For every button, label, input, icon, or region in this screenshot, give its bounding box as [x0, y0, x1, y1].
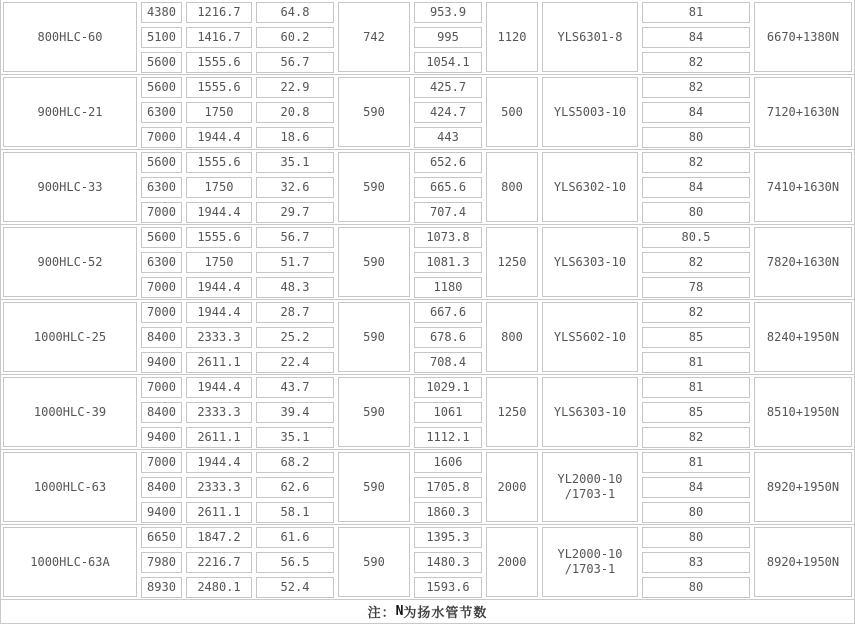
table-row: [1, 225, 854, 300]
model-cell: [1, 450, 139, 524]
shaft-power-cell: [412, 75, 484, 149]
motor-model-value: YLS6303-10: [542, 227, 638, 297]
motor-power-cell: [484, 450, 540, 524]
shaft-power-value: 1705.8: [414, 477, 482, 498]
weight-value: 6670+1380N: [754, 2, 852, 72]
flow-ls-value: 1555.6: [186, 77, 252, 98]
efficiency-value: 83: [642, 552, 750, 573]
flow-value: 6300: [141, 252, 182, 273]
shaft-power-cell: [412, 525, 484, 599]
head-value: 58.1: [256, 502, 334, 523]
efficiency-value: 80: [642, 127, 750, 148]
speed-cell: [336, 225, 412, 299]
motor-power-value: 500: [486, 77, 538, 147]
motor-model-cell: [540, 0, 640, 74]
shaft-power-cell: [412, 375, 484, 449]
model-cell: [1, 375, 139, 449]
flow-ls-value: 2333.3: [186, 402, 252, 423]
head-value: 62.6: [256, 477, 334, 498]
efficiency-value: 81: [642, 377, 750, 398]
model-cell: [1, 525, 139, 599]
motor-model-cell: [540, 150, 640, 224]
flow-ls-value: 1944.4: [186, 277, 252, 298]
head-value: 18.6: [256, 127, 334, 148]
head-value: 25.2: [256, 327, 334, 348]
flow-ls-value: 1555.6: [186, 52, 252, 73]
flow-ls-cell: [184, 450, 254, 524]
motor-power-value: 2000: [486, 452, 538, 522]
head-value: 56.5: [256, 552, 334, 573]
head-value: 56.7: [256, 227, 334, 248]
flow-ls-value: 2480.1: [186, 577, 252, 598]
shaft-power-value: 665.6: [414, 177, 482, 198]
model-value: 1000HLC-63: [3, 452, 137, 522]
efficiency-value: 85: [642, 402, 750, 423]
head-value: 22.4: [256, 352, 334, 373]
efficiency-value: 80: [642, 527, 750, 548]
head-cell: [254, 300, 336, 374]
head-value: 35.1: [256, 152, 334, 173]
motor-model-value: YL2000-10 /1703-1: [542, 452, 638, 522]
motor-power-value: 800: [486, 302, 538, 372]
shaft-power-value: 707.4: [414, 202, 482, 223]
motor-model-value: YLS6302-10: [542, 152, 638, 222]
efficiency-value: 82: [642, 252, 750, 273]
head-cell: [254, 525, 336, 599]
flow-ls-value: 1555.6: [186, 227, 252, 248]
table-row: [1, 450, 854, 525]
flow-value: 9400: [141, 427, 182, 448]
shaft-power-value: 443: [414, 127, 482, 148]
weight-cell: [752, 225, 854, 299]
shaft-power-value: 1061: [414, 402, 482, 423]
flow-cell: [139, 75, 184, 149]
weight-value: 8510+1950N: [754, 377, 852, 447]
efficiency-value: 84: [642, 102, 750, 123]
efficiency-cell: [640, 300, 752, 374]
motor-model-cell: [540, 525, 640, 599]
head-value: 64.8: [256, 2, 334, 23]
flow-value: 8930: [141, 577, 182, 598]
flow-cell: [139, 450, 184, 524]
speed-cell: [336, 525, 412, 599]
motor-power-value: 800: [486, 152, 538, 222]
flow-cell: [139, 0, 184, 74]
speed-value: 590: [338, 377, 410, 447]
weight-cell: [752, 375, 854, 449]
head-value: 35.1: [256, 427, 334, 448]
shaft-power-value: 652.6: [414, 152, 482, 173]
flow-value: 9400: [141, 352, 182, 373]
model-cell: [1, 300, 139, 374]
speed-value: 590: [338, 527, 410, 597]
weight-value: 8920+1950N: [754, 527, 852, 597]
shaft-power-cell: [412, 225, 484, 299]
efficiency-value: 82: [642, 77, 750, 98]
flow-ls-value: 1847.2: [186, 527, 252, 548]
speed-value: 590: [338, 452, 410, 522]
motor-power-cell: [484, 150, 540, 224]
shaft-power-value: 1054.1: [414, 52, 482, 73]
efficiency-cell: [640, 375, 752, 449]
weight-value: 7410+1630N: [754, 152, 852, 222]
head-value: 56.7: [256, 52, 334, 73]
efficiency-value: 81: [642, 352, 750, 373]
flow-ls-cell: [184, 525, 254, 599]
motor-model-value: YLS5602-10: [542, 302, 638, 372]
efficiency-cell: [640, 450, 752, 524]
motor-model-value: YLS6301-8: [542, 2, 638, 72]
weight-cell: [752, 75, 854, 149]
weight-cell: [752, 0, 854, 74]
model-value: 1000HLC-63A: [3, 527, 137, 597]
head-value: 39.4: [256, 402, 334, 423]
table-row: [1, 375, 854, 450]
efficiency-value: 80: [642, 577, 750, 598]
head-value: 48.3: [256, 277, 334, 298]
efficiency-cell: [640, 150, 752, 224]
flow-value: 5600: [141, 77, 182, 98]
speed-value: 590: [338, 152, 410, 222]
flow-value: 6650: [141, 527, 182, 548]
flow-cell: [139, 150, 184, 224]
flow-cell: [139, 375, 184, 449]
flow-ls-value: 1944.4: [186, 452, 252, 473]
shaft-power-cell: [412, 300, 484, 374]
pump-spec-table: [1, 0, 854, 600]
flow-value: 6300: [141, 102, 182, 123]
shaft-power-value: 1395.3: [414, 527, 482, 548]
flow-ls-value: 2611.1: [186, 502, 252, 523]
efficiency-value: 80: [642, 502, 750, 523]
speed-cell: [336, 300, 412, 374]
shaft-power-value: 424.7: [414, 102, 482, 123]
model-value: 900HLC-52: [3, 227, 137, 297]
flow-ls-cell: [184, 375, 254, 449]
motor-model-cell: [540, 300, 640, 374]
shaft-power-value: 1029.1: [414, 377, 482, 398]
head-value: 28.7: [256, 302, 334, 323]
speed-cell: [336, 0, 412, 74]
flow-ls-cell: [184, 225, 254, 299]
model-value: 1000HLC-39: [3, 377, 137, 447]
efficiency-value: 85: [642, 327, 750, 348]
flow-ls-value: 2216.7: [186, 552, 252, 573]
head-value: 60.2: [256, 27, 334, 48]
flow-ls-value: 2333.3: [186, 327, 252, 348]
motor-power-value: 1250: [486, 227, 538, 297]
flow-value: 7000: [141, 302, 182, 323]
head-cell: [254, 375, 336, 449]
flow-value: 5600: [141, 52, 182, 73]
flow-ls-value: 1416.7: [186, 27, 252, 48]
table-row: [1, 300, 854, 375]
flow-ls-value: 1944.4: [186, 127, 252, 148]
shaft-power-value: 1606: [414, 452, 482, 473]
motor-model-value: YL2000-10 /1703-1: [542, 527, 638, 597]
efficiency-value: 80: [642, 202, 750, 223]
weight-cell: [752, 450, 854, 524]
shaft-power-value: 425.7: [414, 77, 482, 98]
motor-power-value: 1120: [486, 2, 538, 72]
weight-cell: [752, 300, 854, 374]
head-value: 61.6: [256, 527, 334, 548]
efficiency-value: 81: [642, 452, 750, 473]
flow-value: 8400: [141, 477, 182, 498]
model-value: 900HLC-21: [3, 77, 137, 147]
flow-value: 8400: [141, 402, 182, 423]
speed-cell: [336, 450, 412, 524]
model-cell: [1, 225, 139, 299]
flow-ls-value: 2611.1: [186, 427, 252, 448]
flow-ls-cell: [184, 0, 254, 74]
flow-ls-value: 2611.1: [186, 352, 252, 373]
head-cell: [254, 75, 336, 149]
flow-ls-value: 2333.3: [186, 477, 252, 498]
speed-value: 590: [338, 227, 410, 297]
efficiency-value: 80.5: [642, 227, 750, 248]
head-value: 51.7: [256, 252, 334, 273]
shaft-power-value: 1081.3: [414, 252, 482, 273]
shaft-power-value: 1593.6: [414, 577, 482, 598]
motor-power-value: 1250: [486, 377, 538, 447]
shaft-power-value: 1073.8: [414, 227, 482, 248]
shaft-power-value: 667.6: [414, 302, 482, 323]
head-cell: [254, 450, 336, 524]
efficiency-value: 82: [642, 302, 750, 323]
motor-model-cell: [540, 225, 640, 299]
flow-value: 7000: [141, 277, 182, 298]
motor-power-cell: [484, 300, 540, 374]
head-value: 43.7: [256, 377, 334, 398]
shaft-power-value: 1860.3: [414, 502, 482, 523]
head-value: 52.4: [256, 577, 334, 598]
table-row: [1, 150, 854, 225]
weight-cell: [752, 525, 854, 599]
shaft-power-value: 1480.3: [414, 552, 482, 573]
model-cell: [1, 150, 139, 224]
efficiency-value: 84: [642, 177, 750, 198]
flow-ls-value: 1555.6: [186, 152, 252, 173]
motor-model-cell: [540, 450, 640, 524]
flow-value: 7000: [141, 202, 182, 223]
weight-value: 7820+1630N: [754, 227, 852, 297]
model-value: 1000HLC-25: [3, 302, 137, 372]
head-value: 29.7: [256, 202, 334, 223]
motor-power-cell: [484, 375, 540, 449]
weight-cell: [752, 150, 854, 224]
speed-value: 590: [338, 77, 410, 147]
speed-value: 742: [338, 2, 410, 72]
footnote-text: 为扬水管节数: [403, 606, 488, 621]
head-cell: [254, 0, 336, 74]
motor-model-cell: [540, 375, 640, 449]
flow-ls-cell: [184, 300, 254, 374]
efficiency-value: 82: [642, 52, 750, 73]
shaft-power-cell: [412, 150, 484, 224]
shaft-power-cell: [412, 0, 484, 74]
flow-value: 5600: [141, 152, 182, 173]
efficiency-value: 81: [642, 2, 750, 23]
table-row: [1, 75, 854, 150]
weight-value: 8240+1950N: [754, 302, 852, 372]
flow-value: 7000: [141, 377, 182, 398]
weight-value: 7120+1630N: [754, 77, 852, 147]
efficiency-cell: [640, 525, 752, 599]
shaft-power-value: 1112.1: [414, 427, 482, 448]
flow-value: 4380: [141, 2, 182, 23]
efficiency-value: 78: [642, 277, 750, 298]
shaft-power-cell: [412, 450, 484, 524]
flow-value: 5600: [141, 227, 182, 248]
flow-ls-value: 1944.4: [186, 377, 252, 398]
shaft-power-value: 1180: [414, 277, 482, 298]
footnote-variable: N: [395, 604, 404, 619]
head-value: 20.8: [256, 102, 334, 123]
model-value: 900HLC-33: [3, 152, 137, 222]
flow-value: 5100: [141, 27, 182, 48]
speed-value: 590: [338, 302, 410, 372]
efficiency-value: 84: [642, 477, 750, 498]
flow-cell: [139, 300, 184, 374]
motor-power-cell: [484, 75, 540, 149]
head-value: 68.2: [256, 452, 334, 473]
motor-model-value: YLS6303-10: [542, 377, 638, 447]
table-row: [1, 525, 854, 600]
shaft-power-value: 708.4: [414, 352, 482, 373]
table-row: [1, 0, 854, 75]
efficiency-cell: [640, 225, 752, 299]
head-cell: [254, 225, 336, 299]
motor-model-cell: [540, 75, 640, 149]
efficiency-cell: [640, 75, 752, 149]
motor-model-value: YLS5003-10: [542, 77, 638, 147]
motor-power-cell: [484, 525, 540, 599]
flow-ls-value: 1750: [186, 177, 252, 198]
model-cell: [1, 0, 139, 74]
flow-value: 7000: [141, 452, 182, 473]
flow-value: 6300: [141, 177, 182, 198]
model-value: 800HLC-60: [3, 2, 137, 72]
motor-power-cell: [484, 225, 540, 299]
shaft-power-value: 953.9: [414, 2, 482, 23]
head-cell: [254, 150, 336, 224]
flow-ls-cell: [184, 75, 254, 149]
shaft-power-value: 995: [414, 27, 482, 48]
motor-power-cell: [484, 0, 540, 74]
footnote-prefix: 注：: [367, 606, 396, 621]
flow-ls-value: 1944.4: [186, 202, 252, 223]
head-value: 32.6: [256, 177, 334, 198]
flow-ls-value: 1944.4: [186, 302, 252, 323]
flow-value: 7980: [141, 552, 182, 573]
efficiency-value: 82: [642, 427, 750, 448]
head-value: 22.9: [256, 77, 334, 98]
speed-cell: [336, 150, 412, 224]
efficiency-value: 84: [642, 27, 750, 48]
flow-cell: [139, 525, 184, 599]
weight-value: 8920+1950N: [754, 452, 852, 522]
flow-ls-cell: [184, 150, 254, 224]
flow-value: 7000: [141, 127, 182, 148]
shaft-power-value: 678.6: [414, 327, 482, 348]
efficiency-cell: [640, 0, 752, 74]
flow-ls-value: 1750: [186, 252, 252, 273]
flow-ls-value: 1750: [186, 102, 252, 123]
speed-cell: [336, 75, 412, 149]
flow-value: 9400: [141, 502, 182, 523]
flow-cell: [139, 225, 184, 299]
efficiency-value: 82: [642, 152, 750, 173]
motor-power-value: 2000: [486, 527, 538, 597]
model-cell: [1, 75, 139, 149]
table-footnote: [1, 600, 854, 623]
speed-cell: [336, 375, 412, 449]
flow-value: 8400: [141, 327, 182, 348]
flow-ls-value: 1216.7: [186, 2, 252, 23]
